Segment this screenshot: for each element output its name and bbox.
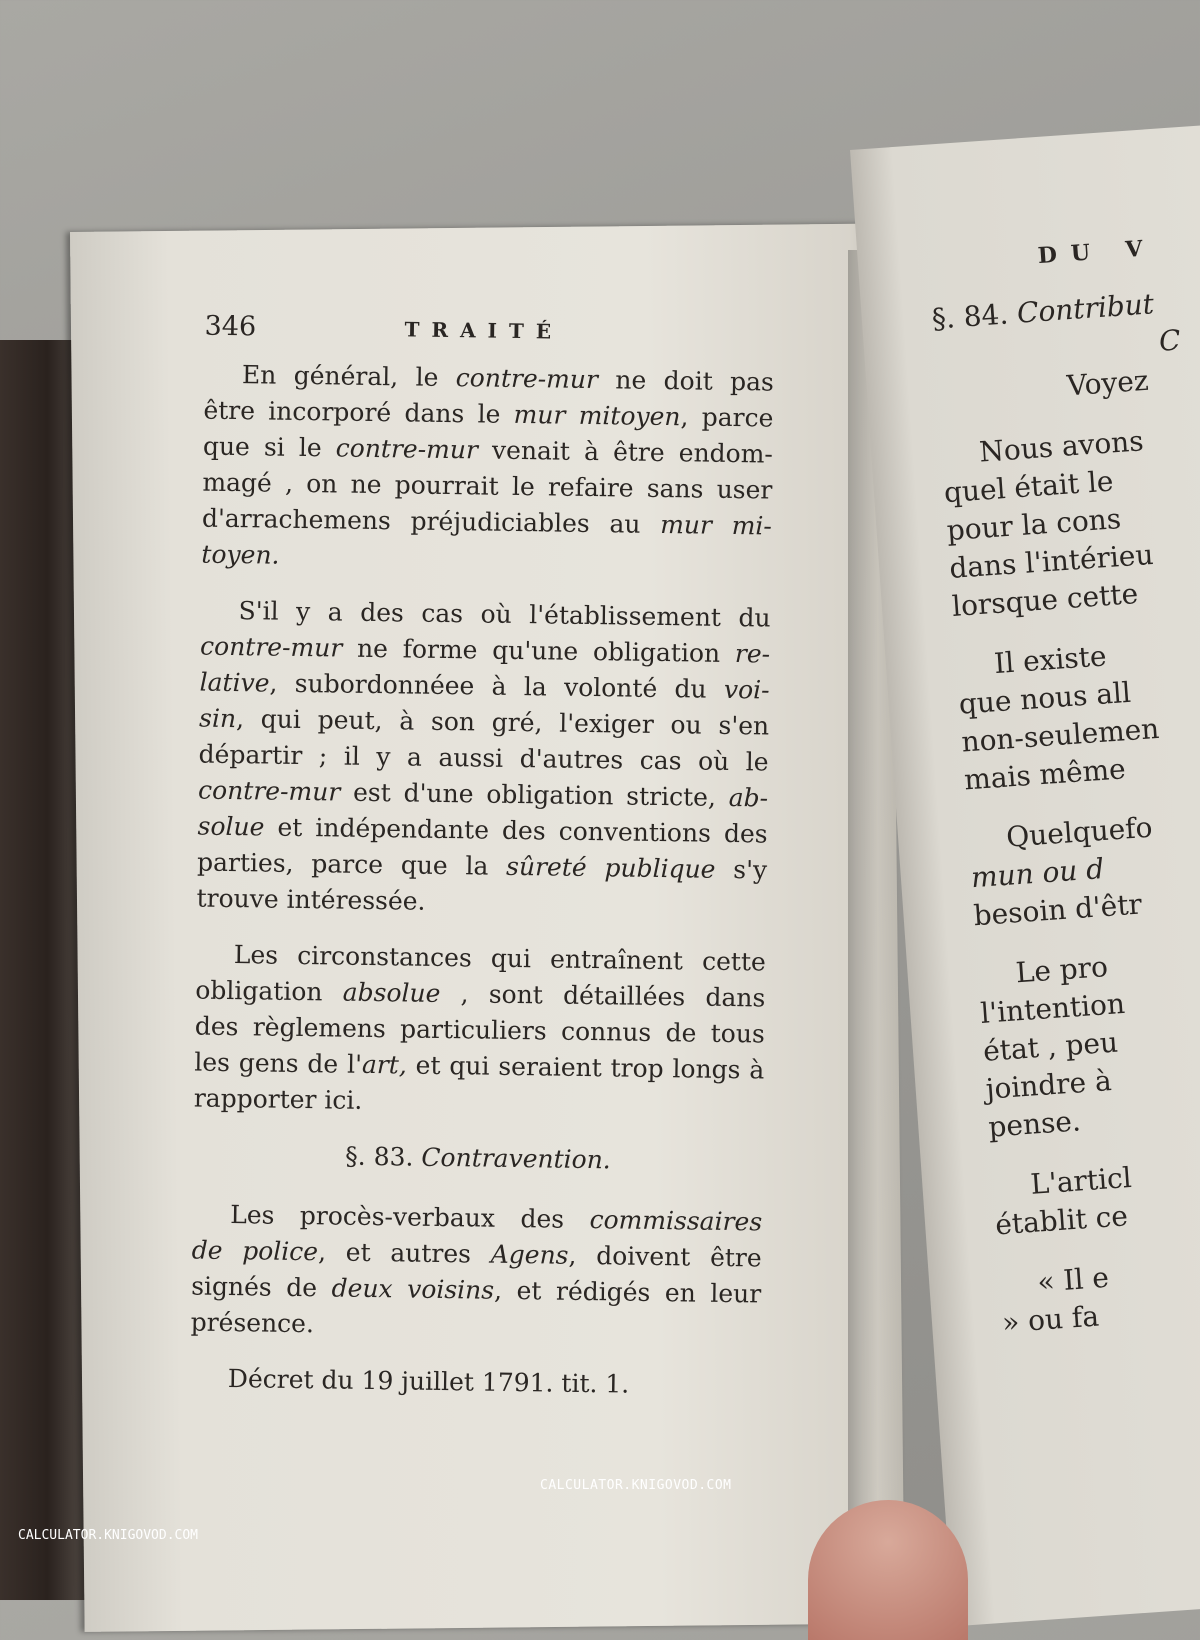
text-line: Il existe xyxy=(993,639,1108,681)
text-line: pense. xyxy=(987,1104,1082,1144)
text-segment: obligation xyxy=(195,975,343,1007)
text-line: non-seulemen xyxy=(960,711,1161,759)
text-line: que nous all xyxy=(957,675,1132,721)
text-segment: que si le xyxy=(202,431,336,463)
text-line: joindre à xyxy=(984,1064,1113,1106)
right-page-lines xyxy=(936,335,1200,1342)
text-segment: des règlemens particuliers connus de tous xyxy=(194,1011,765,1049)
right-section-title: Contribut xyxy=(1015,287,1155,330)
text-segment: S'il y a des cas où l'établissement du xyxy=(238,596,771,633)
text-segment: mur mitoyen xyxy=(513,399,681,432)
text-segment: contre-mur xyxy=(335,433,479,465)
right-page-text xyxy=(927,203,1200,1342)
text-line: » ou fa xyxy=(1001,1299,1100,1340)
text-segment: deux voisins xyxy=(331,1273,495,1305)
text-line: Quelquefo xyxy=(1005,810,1154,854)
left-page xyxy=(70,223,905,1632)
text-line: L'articl xyxy=(1029,1160,1133,1201)
section-number: §. 83. xyxy=(345,1141,414,1172)
text-segment: commissaires xyxy=(589,1205,763,1237)
text-segment: ne doit pas xyxy=(597,365,775,397)
running-head xyxy=(204,311,775,365)
paragraphs-after-heading xyxy=(190,1197,763,1405)
section-heading xyxy=(193,1137,763,1181)
text-segment: signés de xyxy=(191,1271,332,1303)
text-segment: , sont détaillées dans xyxy=(440,978,766,1013)
text-segment: ab- xyxy=(728,782,769,813)
text-segment: , qui peut, à son gré, l'exiger ou s'en xyxy=(235,704,770,741)
paragraph xyxy=(194,937,766,1125)
running-title: TRAITÉ xyxy=(404,317,564,344)
text-segment: lative xyxy=(199,667,270,698)
text-segment: rapporter ici. xyxy=(193,1083,363,1115)
paragraphs-before-heading xyxy=(194,357,775,1125)
text-line: Voyez xyxy=(1065,363,1150,403)
right-page xyxy=(850,121,1200,1627)
watermark-corner: CALCULATOR.KNIGOVOD.COM xyxy=(18,1528,199,1543)
text-segment: sûreté publique xyxy=(505,851,716,884)
watermark-center: CALCULATOR.KNIGOVOD.COM xyxy=(540,1478,732,1493)
text-segment: toyen. xyxy=(201,539,280,570)
text-segment: départir ; il y a aussi d'autres cas où le xyxy=(198,739,769,777)
text-line: établit ce xyxy=(994,1199,1129,1242)
text-segment: Les circonstances qui entraînent cette xyxy=(233,940,766,977)
paragraph xyxy=(190,1360,760,1404)
paragraph xyxy=(201,357,774,581)
text-line: état , peu xyxy=(982,1025,1120,1068)
text-segment: Les procès-verbaux des xyxy=(230,1200,590,1235)
left-page-text xyxy=(189,311,774,1425)
text-segment: Décret du 19 juillet 1791. tit. 1. xyxy=(227,1364,630,1399)
right-section-title-2: C xyxy=(1157,323,1182,358)
text-segment: contre-mur xyxy=(197,775,341,807)
text-line: mun ou d xyxy=(969,852,1106,895)
text-segment: art, xyxy=(361,1049,408,1080)
text-segment: absolue xyxy=(342,977,441,1008)
text-segment: En général, le xyxy=(241,360,456,393)
text-segment: est d'une obligation stricte, xyxy=(340,777,729,812)
text-line: lorsque cette xyxy=(950,577,1140,623)
text-line: pour la cons xyxy=(945,502,1123,548)
text-segment: et indépendante des conventions des xyxy=(264,812,768,849)
text-segment: sin xyxy=(198,703,237,734)
text-segment: de police xyxy=(191,1235,319,1267)
paragraph xyxy=(190,1197,762,1349)
text-segment: , doivent être xyxy=(568,1240,762,1273)
text-segment: voi- xyxy=(723,674,770,705)
text-segment: , et rédigés en leur xyxy=(493,1275,762,1309)
right-running-title: DU V xyxy=(1036,234,1158,270)
text-segment: contre-mur xyxy=(199,631,343,663)
text-segment: , parce xyxy=(680,402,774,433)
text-line: l'intention xyxy=(979,986,1126,1030)
text-segment: , subordonnéee à la volonté du xyxy=(269,668,725,704)
paragraph xyxy=(196,593,770,925)
page-number: 346 xyxy=(204,310,257,343)
text-segment: parties, parce que la xyxy=(196,847,507,881)
text-segment: contre-mur xyxy=(455,363,599,395)
text-segment: re- xyxy=(734,639,771,669)
text-line: « Il e xyxy=(1036,1260,1110,1299)
text-line: Le pro xyxy=(1014,950,1109,990)
text-segment: les gens de l' xyxy=(194,1047,363,1079)
text-segment: solue xyxy=(197,811,265,842)
text-segment: d'arrachemens préjudiciables au xyxy=(201,503,661,539)
text-segment: Agens xyxy=(490,1239,569,1270)
text-segment: être incorporé dans le xyxy=(203,395,514,429)
text-segment: présence. xyxy=(190,1307,315,1339)
text-segment: ne forme qu'une obligation xyxy=(342,633,736,669)
text-line: quel était le xyxy=(942,464,1115,510)
section-title: Contravention. xyxy=(421,1142,611,1175)
text-line: mais même xyxy=(963,752,1127,797)
thumb xyxy=(808,1500,968,1640)
text-segment: s'y xyxy=(715,854,768,885)
text-line: besoin d'êtr xyxy=(972,887,1143,933)
text-segment: venait à être endom- xyxy=(477,435,774,469)
text-line: Nous avons xyxy=(978,424,1145,469)
text-segment: magé , on ne pourrait le refaire sans user xyxy=(202,467,773,505)
text-line xyxy=(190,1360,760,1404)
text-segment: trouve intéressée. xyxy=(196,883,426,916)
right-section-number: §. 84. xyxy=(930,297,1010,336)
text-segment: , et autres xyxy=(317,1237,491,1269)
text-line: dans l'intérieu xyxy=(948,537,1155,586)
text-segment: mur mi- xyxy=(660,509,773,541)
text-segment: et qui seraient trop longs à xyxy=(406,1050,765,1085)
